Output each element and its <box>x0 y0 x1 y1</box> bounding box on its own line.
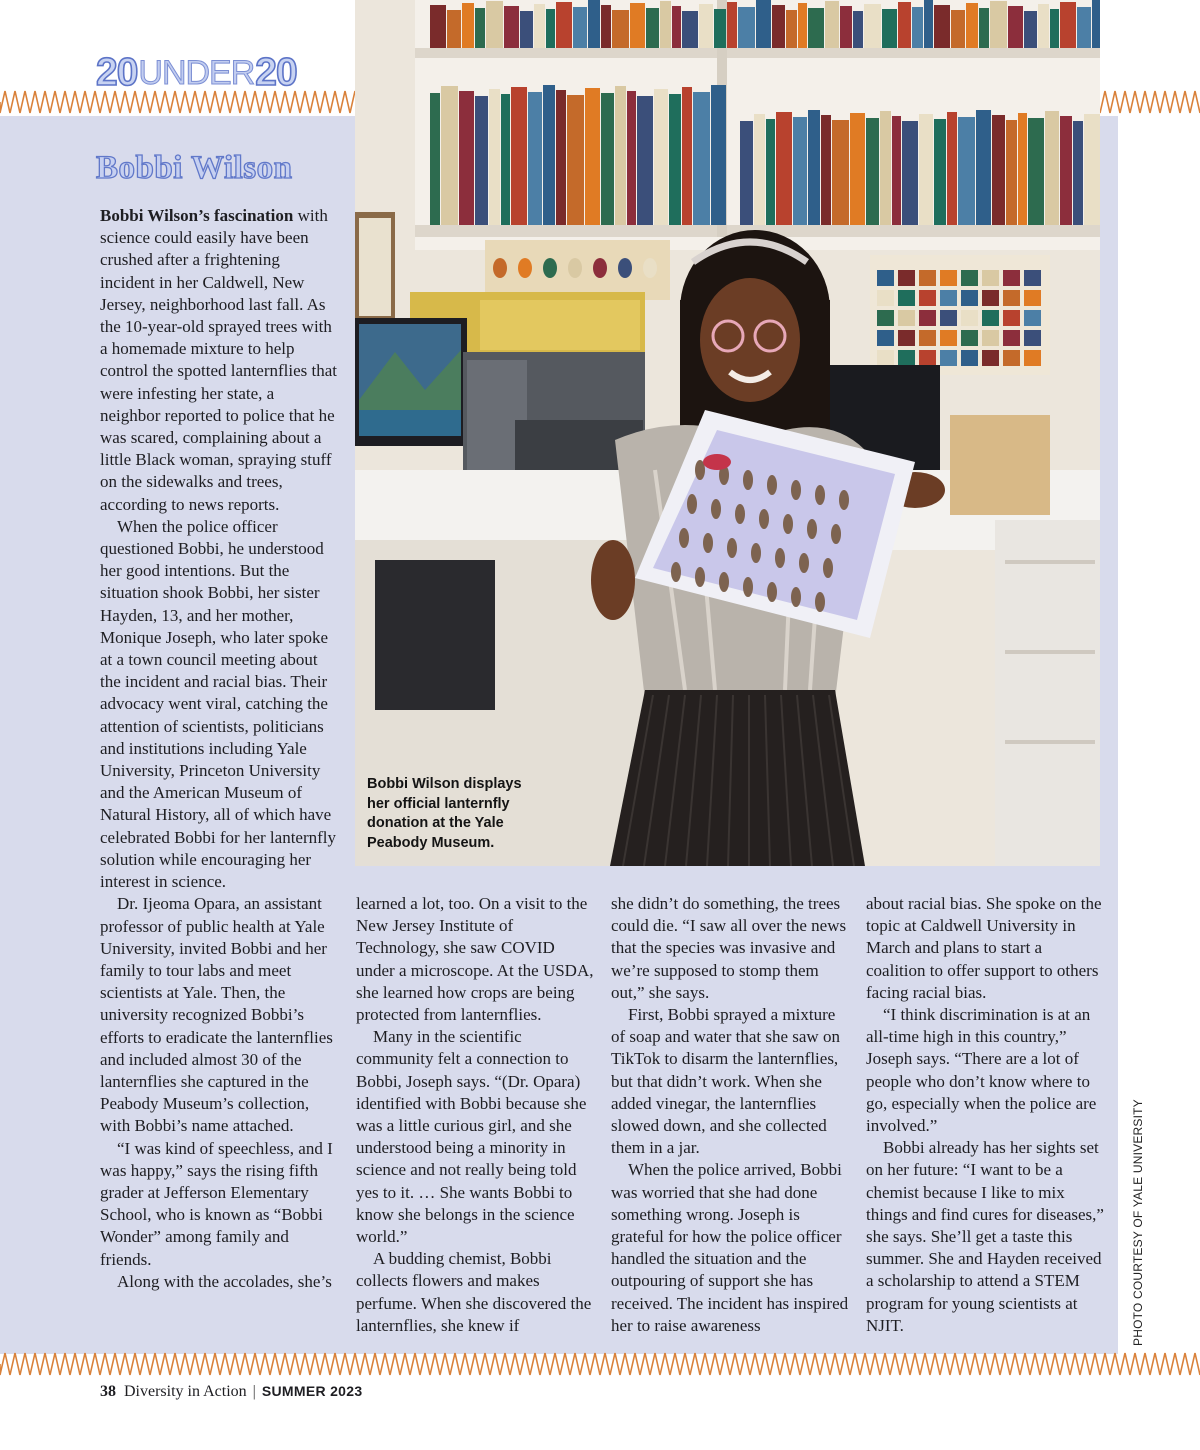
photo-caption: Bobbi Wilson displays her official lanternfly donation at the Yale Peabody Museum. <box>367 776 522 851</box>
footer-separator: | <box>252 1383 256 1400</box>
feature-photo <box>355 0 1100 866</box>
article-paragraph <box>100 205 338 516</box>
profile-name-heading: Bobbi Wilson <box>96 150 293 186</box>
article-lead-in: Bobbi Wilson’s fascination <box>100 206 294 225</box>
bottom-zigzag-border <box>0 1350 1200 1378</box>
masthead-word: UNDER <box>138 54 255 92</box>
article-paragraph: First, Bobbi sprayed a mixture of soap and water that she saw on TikTok to disarm the lanternflies, but that didn’t work. When she added vinegar, the lanternflies slowed down, and she collected them in a jar. <box>611 1005 840 1158</box>
article-column-3 <box>611 893 849 1337</box>
issue-label: SUMMER 2023 <box>261 1383 363 1399</box>
page-number: 38 <box>100 1383 116 1400</box>
article-paragraph: “I think discrimination is at an all-time high in this country,” Joseph says. “There are a lot of people who don’t know where to go, especially when the police are involved.” <box>866 1005 1097 1136</box>
article-paragraph: Many in the scientific community felt a connection to Bobbi, Joseph says. “(Dr. Opara) identified with Bobbi because she was a little curious girl, and she understood being a minority in science and not really being told yes to it. … She wants Bobbi to know she belongs in the science world.” <box>356 1027 587 1247</box>
article-paragraph: A budding chemist, Bobbi collects flowers and makes perfume. When she discovered the lanternflies, she knew if <box>356 1249 592 1335</box>
article-paragraph-text: with science could easily have been crushed after a frightening incident in her Caldwell, New Jersey, neighborhood last fall. As the 10-year-old sprayed trees with a homemade mixture to help control the spotted lanternflies that were infesting her state, a neighbor reported to police that he was scared, complaining about a little Black woman, spraying stuff on the sidewalks and trees, according to news reports. <box>100 206 337 514</box>
article-paragraph: Dr. Ijeoma Opara, an assistant professor of public health at Yale University, invited Bobbi and her family to tour labs and meet scientists at Yale. Then, the university recognized Bobbi’s efforts to eradicate the lanternflies and included almost 30 of the lanternflies she captured in the Peabody Museum’s collection, with Bobbi’s name attached. <box>100 894 333 1136</box>
article-column-4 <box>866 893 1104 1337</box>
article-paragraph: about racial bias. She spoke on the topic at Caldwell University in March and plans to start a coalition to offer support to others facing racial bias. <box>866 894 1102 1002</box>
photo-credit: PHOTO COURTESY OF YALE UNIVERSITY <box>1131 1099 1145 1346</box>
publication-name: Diversity in Action <box>124 1383 247 1400</box>
article-paragraph: When the police officer questioned Bobbi, he understood her good intentions. But the situation shook Bobbi, her sister Hayden, 13, and her mother, Monique Joseph, who later spoke at a town council meeting about the incident and racial bias. Their advocacy went viral, catching the attention of scientists, politicians and institutions including Yale University, Princeton University and the American Museum of Natural History, all of which have celebrated Bobbi for her lanternfly solution while encouraging her interest in science. <box>100 516 337 892</box>
article-paragraph: learned a lot, too. On a visit to the New Jersey Institute of Technology, she saw COVID under a microscope. At the USDA, she learned how crops are being protected from lanternflies. <box>356 894 594 1025</box>
article-column-2 <box>356 893 596 1337</box>
article-paragraph: Along with the accolades, she’s <box>117 1271 332 1291</box>
article-paragraph: she didn’t do something, the trees could die. “I saw all over the news that the species was invasive and we’re supposed to stomp them out,” she says. <box>611 894 847 1002</box>
masthead-number-right: 20 <box>255 51 297 94</box>
article-column-1 <box>100 205 338 1293</box>
section-masthead <box>96 52 297 92</box>
page-footer <box>100 1383 362 1401</box>
article-paragraph: When the police arrived, Bobbi was worried that she had done something wrong. Joseph is grateful for how the police officer handled the situation and the outpouring of support she has received. The incident has inspired her to raise awareness <box>611 1160 849 1335</box>
article-paragraph: Bobbi already has her sights set on her future: “I want to be a chemist because I like to mix things and find cures for diseases,” she says. She’ll get a taste this summer. She and Hayden received a scholarship to attend a STEM program for young scientists at NJIT. <box>866 1138 1104 1335</box>
masthead-number-left: 20 <box>96 51 138 94</box>
article-paragraph: “I was kind of speechless, and I was happy,” says the rising fifth grader at Jefferson Elementary School, who is known as “Bobbi Wonder” among family and friends. <box>100 1138 333 1269</box>
